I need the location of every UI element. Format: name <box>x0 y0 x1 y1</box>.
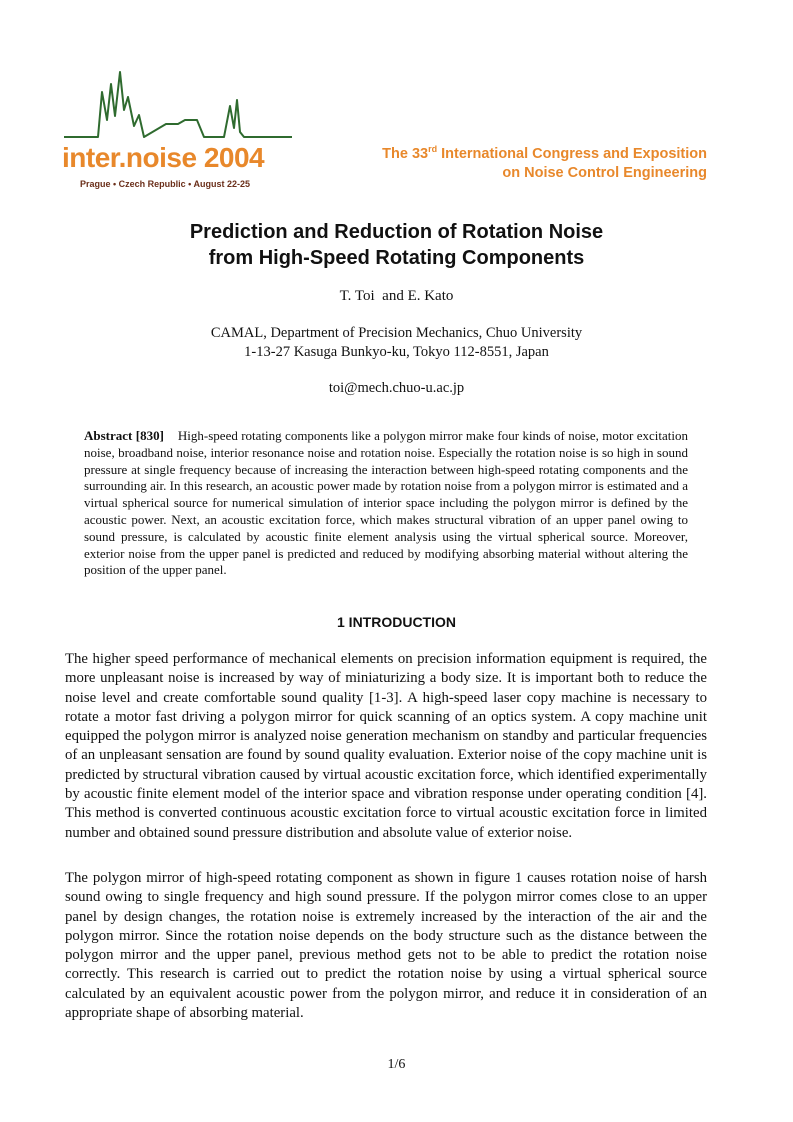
congress-number: The 33 <box>382 145 429 162</box>
conference-logo <box>62 70 294 192</box>
congress-line-1-text: International Congress and Exposition <box>437 145 707 162</box>
congress-line-1 <box>382 140 707 164</box>
abstract-label: Abstract [830] <box>84 428 164 443</box>
congress-ordinal: rd <box>428 144 438 154</box>
page-number: 1/6 <box>387 1057 406 1072</box>
affiliation <box>0 324 793 362</box>
abstract <box>84 428 688 579</box>
affiliation-line-2: 1-13-27 Kasuga Bunkyo-ku, Tokyo 112-8551, Japan <box>244 344 549 360</box>
title-line-1: Prediction and Reduction of Rotation Noise <box>189 221 604 243</box>
author-email: toi@mech.chuo-u.ac.jp <box>328 380 465 396</box>
congress-line-2: on Noise Control Engineering <box>502 164 707 181</box>
abstract-text: High-speed rotating components like a polygon mirror make four kinds of noise, motor excitation noise, broadband noise, interior resonance noise and rotation noise. Especially the rotation noise is so high in sound pressure at single frequency because of increasing the interaction between high-speed rotating components and the surrounding air. In this research, an acoustic power made by rotation noise from a polygon mirror is estimated and a virtual spherical source for numerical simulation of interior space including the polygon mirror is defined by the acoustic power. Next, an acoustic excitation force, which makes structural vibration of an upper panel owing to sound pressure, is calculated by acoustic finite element analysis using the virtual spherical source. Moreover, exterior noise from the upper panel is predicted and reduced by modifying absorbing material without altering the position of the upper panel. <box>84 428 688 578</box>
logo-title: inter.noise 2004 <box>62 142 265 173</box>
paper-title <box>0 219 793 271</box>
title-line-2: from High-Speed Rotating Components <box>208 247 585 269</box>
section-heading: 1 INTRODUCTION <box>337 614 456 630</box>
authors: T. Toi and E. Kato <box>339 288 454 304</box>
congress-heading <box>382 140 707 183</box>
waveform-graphic <box>62 70 294 142</box>
intro-paragraph-1: The higher speed performance of mechanical elements on precision information equipment is required, the more unpleasant noise is increased by way of miniaturizing a body size. It is important both to reduce the noise level and create comfortable sound quality [1-3]. A high-speed laser copy machine is necessary to rotate a motor fast driving a polygon mirror for quick scanning of an optics system. A copy machine unit equipped the polygon mirror is analyzed noise generation mechanism on standby and particular frequencies of an unpleasant sensation are found by sound quality evaluation. Exterior noise of the copy machine unit is predicted by structural vibration caused by virtual acoustic excitation force, which identified experimentally by acoustic finite element model of the interior space and vibration response under operating condition [4]. This method is converted continuous acoustic excitation force to virtual acoustic excitation force in limited number and obtained sound pressure distribution and absolute value of exterior noise. <box>65 651 707 841</box>
affiliation-line-1: CAMAL, Department of Precision Mechanics, Chuo University <box>210 325 583 341</box>
intro-paragraph-2: The polygon mirror of high-speed rotating component as shown in figure 1 causes rotation noise of harsh sound owing to single frequency and high sound pressure. If the polygon mirror comes close to an upper panel by design changes, the rotation noise is extremely increased by the interaction of the air and the polygon mirror. Since the rotation noise depends on the body structure such as the distance between the polygon mirror and the upper panel, previous method gets not to be able to predict the rotation noise correctly. This research is carried out to predict the rotation noise by using a virtual spherical source calculated by an equivalent acoustic power from the polygon mirror, and reduce it in consideration of an appropriate shape of absorbing material. <box>65 870 707 1022</box>
logo-subtitle: Prague • Czech Republic • August 22-25 <box>80 179 251 189</box>
